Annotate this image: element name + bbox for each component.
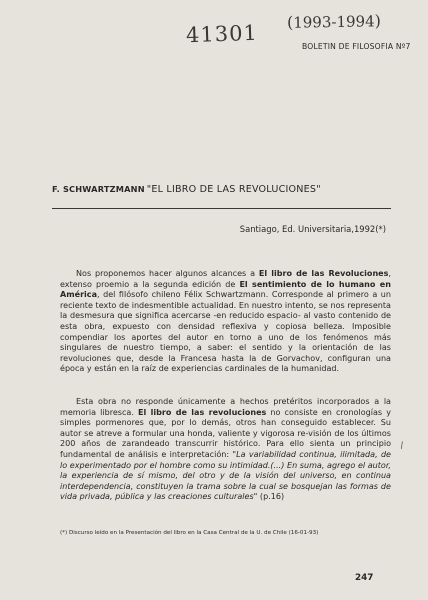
handwritten-years-text: 1993-1994 xyxy=(293,12,375,32)
footnote: (*) Discurso leído en la Presentación del libro en la Casa Central de la U. de Chile (16-01-93) xyxy=(60,530,319,536)
p1-text-2: , extenso proemio a la segunda edición de xyxy=(60,269,391,289)
p2-text-2: no consiste en cronologías y simples pormenores que, por lo demás, otros han conseguido establecer. Su autor se atreve a formular una honda, valiente y vigorosa re-visión de los últimos 200 años de zarandeado transcurrir histórico. Para ello sienta un principio fundamental de análisis e interpretación: " xyxy=(60,407,391,459)
p1-text-1: Nos proponemos hacer algunos alcances a xyxy=(76,269,259,278)
p2-quote: La variabilidad continua, ilimitada, de lo experimentado por el hombre como su intimidad.(...) En suma, agrego el autor, la experiencia de sí mismo, del otro y de la visión del universo, en continua interdependencia, constituyen la trama sobre la cual se bosquejan las formas de vida privada, pública y las creaciones culturales xyxy=(60,449,392,502)
journal-header: BOLETIN DE FILOSOFIA Nº7 xyxy=(302,42,411,51)
p1-book-title: El libro de las Revoluciones xyxy=(258,269,389,278)
title-divider xyxy=(52,208,391,209)
handwritten-catalog-number: 41301 xyxy=(185,20,259,48)
p1-text-3: , del filósofo chileno Félix Schwartzmann. Corresponde al primero a un reciente texto de indesmentible actualidad. En nuestro intento, se nos representa la desmesura que significa acercarse -en reducido espacio- al vasto contenido de esta obra, expuesto con densidad reflexiva y copiosa belleza. Imposible compendiar los aportes del autor en torno a uno de los fenómenos más singulares de nuestro tiempo, a saber: el sentido y la orientación de las revoluciones que, desde la Francesa hasta la de Gorvachov, configuran una época y están en la raíz de experiencias cardinales de la humanidad. xyxy=(60,290,391,374)
p2-book-title: El libro de las revoluciones xyxy=(138,407,267,417)
page-number: 247 xyxy=(355,573,374,583)
handwritten-years: (1993-1994) xyxy=(286,11,382,32)
article-title: "EL LIBRO DE LAS REVOLUCIONES" xyxy=(146,184,321,195)
p1-edition-title: El sentimiento de lo humano en América xyxy=(60,279,391,300)
publication-citation: Santiago, Ed. Universitaria,1992(*) xyxy=(239,224,386,234)
p2-text-3: " (p.16) xyxy=(253,492,285,502)
margin-mark: \ xyxy=(398,440,406,452)
p2-text-1: Esta obra no responde únicamente a hechos pretéritos incorporados a la memoria libresca. xyxy=(60,397,391,417)
paragraph-1 xyxy=(60,269,391,375)
paragraph-2 xyxy=(60,397,391,503)
article-author: F. SCHWARTZMANN xyxy=(52,184,145,194)
article-title-line xyxy=(52,184,392,195)
